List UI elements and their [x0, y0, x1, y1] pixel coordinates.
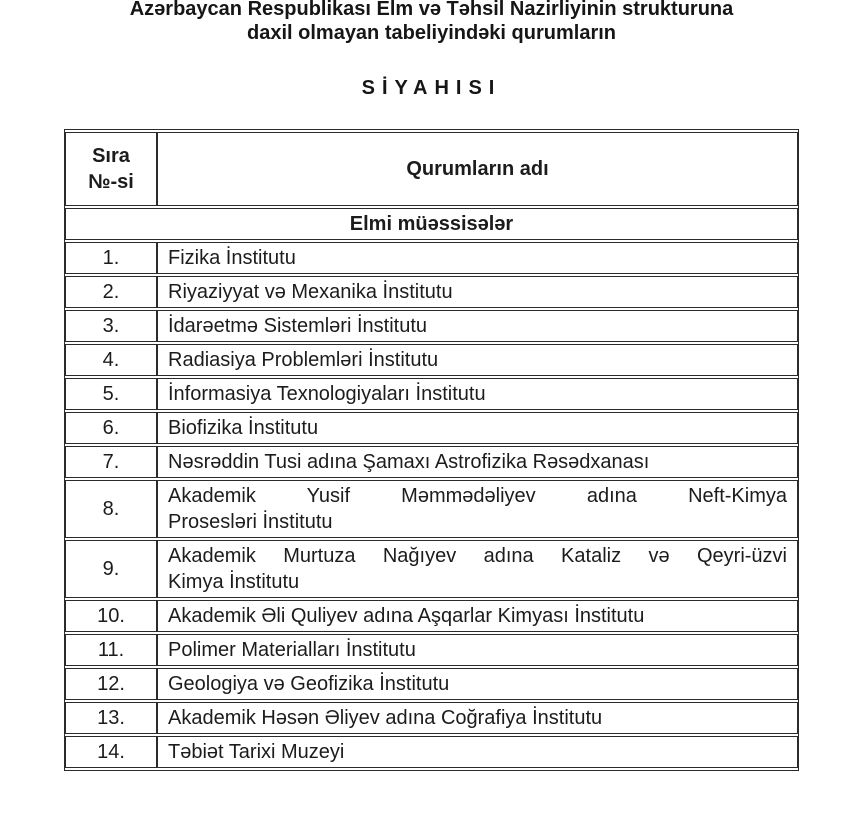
org-name-cell — [157, 540, 798, 598]
table-row — [65, 668, 798, 700]
table-header-row — [65, 132, 798, 206]
table-row — [65, 634, 798, 666]
table-row — [65, 600, 798, 632]
org-name-line: Akademik Yusif Məmmədəliyev adına Neft-Kimya — [168, 485, 787, 507]
row-number-cell: 9. — [65, 540, 157, 598]
document-title-line-1: Azərbaycan Respublikası Elm və Təhsil Nazirliyinin strukturuna — [129, 0, 734, 20]
table-row — [65, 310, 798, 342]
row-number-cell: 8. — [65, 480, 157, 538]
org-name-cell: Geologiya və Geofizika İnstitutu — [157, 668, 798, 700]
org-name-line: Akademik Murtuza Nağıyev adına Kataliz və Qeyri-üzvi — [168, 545, 787, 567]
table-row — [65, 242, 798, 274]
row-number-cell: 5. — [65, 378, 157, 410]
header-cell-org-name: Qurumların adı — [157, 132, 798, 206]
row-number-cell: 11. — [65, 634, 157, 666]
org-name-cell: İdarəetmə Sistemləri İnstitutu — [157, 310, 798, 342]
row-number-cell: 1. — [65, 242, 157, 274]
row-number-cell: 6. — [65, 412, 157, 444]
row-number-cell: 4. — [65, 344, 157, 376]
document-title-line-2: daxil olmayan tabeliyindəki qurumların — [247, 22, 616, 44]
table-row — [65, 412, 798, 444]
org-name-cell: Polimer Materialları İnstitutu — [157, 634, 798, 666]
organizations-table — [64, 129, 799, 771]
org-name-cell: Akademik Əli Quliyev adına Aşqarlar Kimyası İnstitutu — [157, 600, 798, 632]
org-name-cell: Biofizika İnstitutu — [157, 412, 798, 444]
table-row — [65, 736, 798, 768]
section-header-row — [65, 208, 798, 240]
table-row — [65, 276, 798, 308]
table-row — [65, 378, 798, 410]
table-row — [65, 446, 798, 478]
org-name-cell: Akademik Həsən Əliyev adına Coğrafiya İnstitutu — [157, 702, 798, 734]
row-number-cell: 7. — [65, 446, 157, 478]
document-page — [64, 0, 799, 771]
table-row — [65, 480, 798, 538]
table-row — [65, 702, 798, 734]
header-number-line-1: Sıra — [92, 145, 130, 167]
org-name-cell — [157, 480, 798, 538]
section-header-cell: Elmi müəssisələr — [65, 208, 798, 240]
header-number-line-2: №-si — [88, 171, 134, 193]
org-name-cell: Nəsrəddin Tusi adına Şamaxı Astrofizika Rəsədxanası — [157, 446, 798, 478]
org-name-cell: Riyaziyyat və Mexanika İnstitutu — [157, 276, 798, 308]
row-number-cell: 10. — [65, 600, 157, 632]
org-name-line: Prosesləri İnstitutu — [168, 511, 333, 533]
header-cell-number — [65, 132, 157, 206]
list-heading: SİYAHISI — [361, 77, 502, 99]
org-name-cell: Radiasiya Problemləri İnstitutu — [157, 344, 798, 376]
table-row — [65, 344, 798, 376]
org-name-cell: Təbiət Tarixi Muzeyi — [157, 736, 798, 768]
org-name-cell: İnformasiya Texnologiyaları İnstitutu — [157, 378, 798, 410]
org-name-line: Kimya İnstitutu — [168, 571, 300, 593]
row-number-cell: 14. — [65, 736, 157, 768]
row-number-cell: 2. — [65, 276, 157, 308]
row-number-cell: 3. — [65, 310, 157, 342]
row-number-cell: 12. — [65, 668, 157, 700]
document-title — [64, 0, 799, 45]
table-row — [65, 540, 798, 598]
org-name-cell: Fizika İnstitutu — [157, 242, 798, 274]
row-number-cell: 13. — [65, 702, 157, 734]
